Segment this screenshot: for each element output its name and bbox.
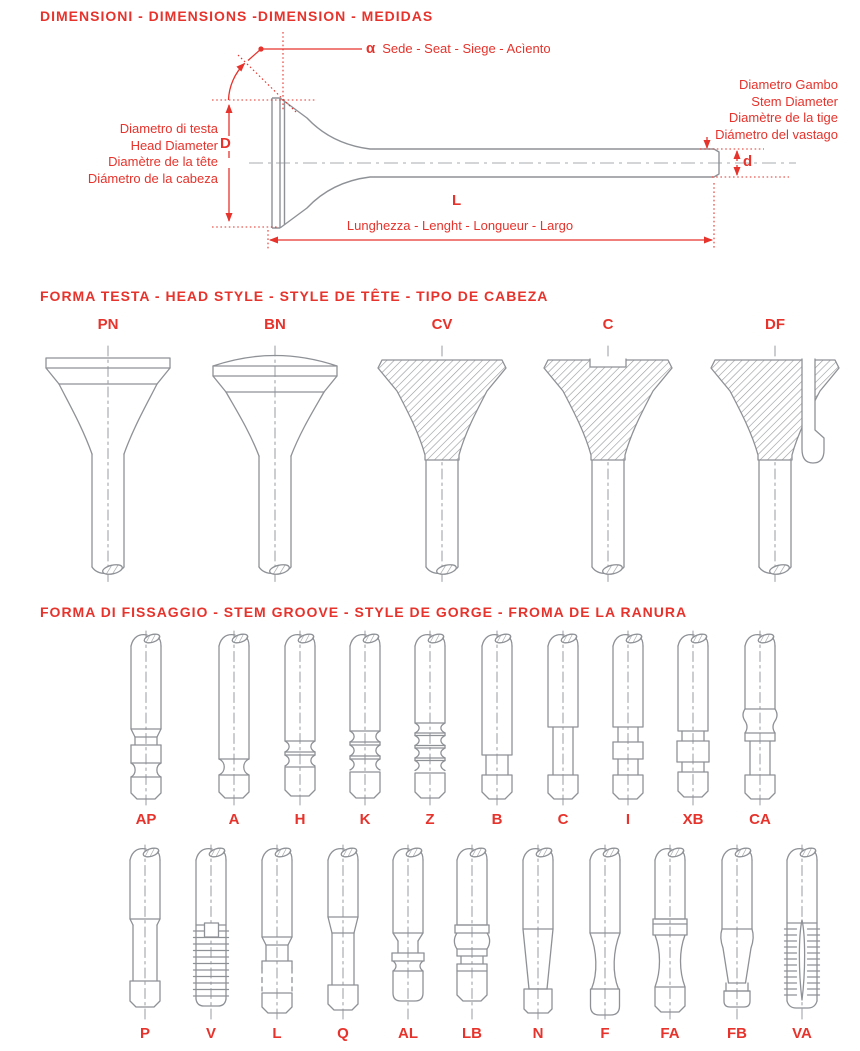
stem-groove-code: CA [749,811,771,828]
stem-groove-code: VA [792,1025,812,1042]
stem-groove-item [201,630,267,828]
stem-groove-code: C [557,811,569,828]
stem-groove-code: FB [727,1025,747,1042]
head-style-item [531,316,685,588]
head-style-code: DF [765,316,785,333]
stem-groove-item [112,844,178,1042]
stem-groove-code: F [600,1025,610,1042]
stem-groove-code: P [139,1025,150,1042]
head-style-code: CV [431,316,453,333]
stem-groove-code: K [359,811,371,828]
stem-groove-item [595,630,661,828]
stem-groove-drawing [469,630,525,806]
stem-groove-item [727,630,793,828]
section-dimensions-title: DIMENSIONI - DIMENSIONS -DIMENSION - MEDIDAS [40,8,434,24]
stem-groove-item [572,844,638,1042]
stem-groove-drawing [535,630,591,806]
stem-groove-drawing [510,844,566,1020]
stem-groove-code: L [272,1025,282,1042]
stem-groove-drawing [600,630,656,806]
head-style-drawing [205,338,345,588]
head-style-item [698,316,852,588]
stem-groove-code: LB [462,1025,482,1042]
stem-groove-item [439,844,505,1042]
stem-groove-drawing [732,630,788,806]
stem-groove-code: FA [660,1025,680,1042]
stem-groove-code: XB [682,811,704,828]
head-style-code: BN [264,316,286,333]
stem-groove-item [464,630,530,828]
stem-groove-drawing [444,844,500,1020]
stem-groove-code: AP [135,811,157,828]
head-diameter-label: Diametro di testa Head Diameter Diamètre de la tête Diámetro de la cabeza [87,121,218,186]
stem-groove-item [244,844,310,1042]
stem-groove-item [375,844,441,1042]
stem-groove-drawing [272,630,328,806]
stem-groove-item [113,630,179,828]
stem-groove-code: N [532,1025,544,1042]
stem-groove-item [637,844,703,1042]
stem-groove-drawing [380,844,436,1020]
stem-groove-item [769,844,835,1042]
stem-groove-code: V [205,1025,216,1042]
length-label: Lunghezza - Lenght - Longueur - Largo [346,218,574,233]
head-style-drawing [38,338,178,588]
head-style-item [198,316,352,588]
head-style-drawing [372,338,512,588]
stem-diameter-label: Diametro Gambo Stem Diameter Diamètre de la tige Diámetro del vastago [715,77,838,142]
stem-groove-item [530,630,596,828]
stem-groove-drawing [118,630,174,806]
head-style-code: PN [97,316,119,333]
length-symbol: L [452,192,462,209]
head-style-drawing [705,338,845,588]
stem-groove-drawing [709,844,765,1020]
section-head-styles-title: FORMA TESTA - HEAD STYLE - STYLE DE TÊTE - TIPO DE CABEZA [40,288,549,304]
stem-groove-item [310,844,376,1042]
stem-groove-code: A [228,811,240,828]
head-style-code: C [602,316,614,333]
stem-groove-code: H [294,811,306,828]
stem-groove-item [704,844,770,1042]
seat-label: Sede - Seat - Siege - Acìento [382,41,551,56]
stem-groove-code: AL [398,1025,418,1042]
stem-groove-item [660,630,726,828]
stem-grooves-row-1 [0,630,860,840]
stem-grooves-row-2 [0,844,860,1051]
section-stem-grooves-title: FORMA DI FISSAGGIO - STEM GROOVE - STYLE DE GORGE - FROMA DE LA RANURA [40,604,688,620]
stem-groove-item [178,844,244,1042]
alpha-symbol: α [366,40,376,57]
stem-groove-code: Z [425,811,435,828]
stem-groove-drawing [315,844,371,1020]
stem-groove-drawing [774,844,830,1020]
stem-groove-item [332,630,398,828]
head-diameter-symbol: D [220,135,231,152]
head-style-drawing [538,338,678,588]
stem-groove-item [505,844,571,1042]
stem-groove-item [267,630,333,828]
stem-groove-code: B [491,811,503,828]
stem-groove-drawing [183,844,239,1020]
stem-groove-code: I [625,811,631,828]
stem-groove-drawing [642,844,698,1020]
stem-groove-drawing [337,630,393,806]
stem-groove-drawing [249,844,305,1020]
stem-groove-code: Q [337,1025,349,1042]
stem-groove-drawing [206,630,262,806]
head-style-item [31,316,185,588]
seat-angle-label [366,40,551,57]
stem-groove-item [397,630,463,828]
stem-groove-drawing [117,844,173,1020]
head-style-item [365,316,519,588]
stem-diameter-symbol: d [743,153,753,170]
stem-groove-drawing [577,844,633,1020]
stem-groove-drawing [402,630,458,806]
stem-groove-drawing [665,630,721,806]
head-styles-row [0,316,860,604]
